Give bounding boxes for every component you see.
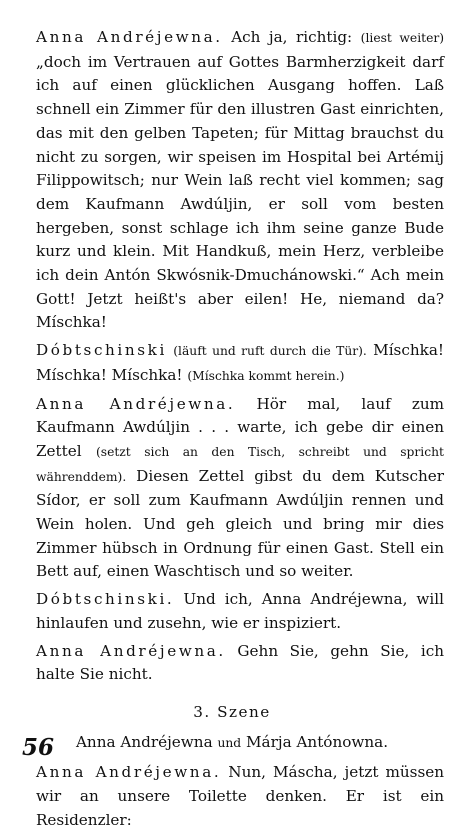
speaker-name: Anna Andréjewna.	[36, 641, 226, 660]
stage-direction: (läuft und ruft durch die Tür).	[173, 344, 367, 359]
speaker-name: Anna Andréjewna.	[36, 28, 223, 46]
dialogue-text: Gehn Sie, gehn Sie, ich halte Sie nicht.	[36, 641, 444, 684]
page-number: 56	[22, 734, 55, 761]
dialogue-text: Míschka! Míschka! Míschka!	[36, 341, 444, 384]
dialogue-text: „doch im Vertrauen auf Gottes Barmherzigkeit darf ich auf einen glücklichen Ausgang hoffen. Laß schnell ein Zimmer für den illustren Gast einrichten, das mit den gelben Tapeten; für Mittag brauchst du nicht zu sorgen, wir speisen im Hospital bei Artémij Filippowitsch; nur Wein laß recht viel kommen; sag dem Kaufmann Awdúljin, er soll vom besten hergeben, sonst schlage ich ihm seine ganze Bude kurz und klein. Mit Handkuß, mein Herz, verbleibe ich dein Antón Skwósnik-Dmuchánowski.“ Ach mein Gott! Jetzt heißt's aber eilen! He, niemand da? Míschka!	[36, 52, 444, 332]
paragraph-anna-3	[20, 640, 444, 687]
dialogue-text: Hör mal, lauf zum Kaufmann Awdúljin . . . warte, ich gebe dir einen Zettel	[36, 394, 445, 460]
stage-direction: (Míschka kommt herein.)	[187, 368, 345, 383]
scene-characters	[20, 731, 444, 756]
stage-direction: (liest weiter)	[360, 31, 445, 45]
conjunction: und	[217, 735, 242, 750]
character-name: Anna Andréjewna	[75, 732, 213, 751]
stage-direction: (setzt sich an den Tisch, schreibt und spricht währenddem).	[36, 444, 444, 484]
character-name: Márja Antónowna.	[246, 732, 389, 751]
paragraph-anna-2	[20, 393, 444, 585]
speaker-name: Dóbtschinski.	[36, 590, 175, 609]
text-column	[20, 26, 444, 833]
dialogue-text: Nun, Máscha, jetzt müssen wir an unsere Toilette denken. Er ist ein Residenzler:	[36, 763, 445, 829]
paragraph-dobtschinski-1	[20, 339, 444, 388]
dialogue-text: Und ich, Anna Andréjewna, will hinlaufen und zusehn, wie er inspiziert.	[36, 590, 445, 632]
speaker-name: Anna Andréjewna.	[36, 763, 222, 782]
speaker-name: Anna Andréjewna.	[36, 394, 236, 413]
paragraph-dobtschinski-2	[20, 588, 444, 635]
dialogue-text: Diesen Zettel gibst du dem Kutscher Sídor, er soll zum Kaufmann Awdúljin rennen und Wein holen. Und geh gleich und bring mir dies Zimmer hübsch in Ordnung für einen Gast. Stell ein Bett auf, einen Waschtisch und so weiter.	[36, 466, 444, 581]
dialogue-text: Ach ja, richtig:	[231, 28, 353, 46]
speaker-name: Dóbtschinski	[36, 341, 167, 360]
scene-heading: 3. Szene	[193, 702, 271, 721]
paragraph-anna-4	[20, 761, 444, 832]
paragraph-anna-1	[20, 26, 444, 335]
